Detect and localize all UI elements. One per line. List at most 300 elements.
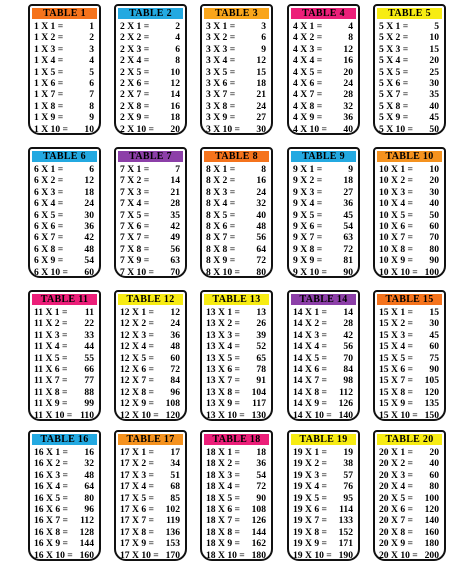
row-result: 48	[170, 341, 180, 353]
row-result: 126	[338, 398, 353, 410]
row-result: 133	[338, 515, 353, 527]
table-row	[375, 187, 444, 198]
row-expression: 1 X 6 =	[34, 77, 64, 89]
table-title: TABLE 14	[291, 294, 356, 305]
row-expression: 9 X 5 =	[293, 209, 323, 221]
row-result: 9	[261, 43, 266, 55]
table-row	[116, 21, 185, 32]
table-row	[289, 387, 358, 398]
row-result: 120	[165, 409, 180, 421]
row-expression: 19 X 4 =	[293, 481, 327, 493]
row-expression: 6 X 1 =	[34, 164, 64, 175]
table-row	[289, 124, 358, 135]
row-result: 63	[170, 255, 180, 267]
table-row	[116, 307, 185, 318]
table-row	[202, 164, 271, 175]
row-expression: 11 X 1 =	[34, 307, 68, 318]
table-card	[373, 430, 446, 561]
row-expression: 11 X 4 =	[34, 341, 68, 353]
row-result: 12	[170, 77, 180, 89]
table-title: TABLE 12	[118, 294, 183, 305]
table-row	[30, 447, 99, 458]
table-rows	[202, 19, 271, 135]
row-result: 4	[348, 21, 353, 32]
row-result: 96	[170, 386, 180, 398]
row-expression: 20 X 9 =	[379, 538, 413, 550]
row-expression: 4 X 3 =	[293, 43, 323, 55]
row-result: 70	[343, 352, 353, 364]
row-expression: 9 X 2 =	[293, 175, 323, 187]
row-expression: 14 X 2 =	[293, 318, 327, 330]
row-result: 153	[165, 538, 180, 550]
row-expression: 1 X 10 =	[34, 123, 68, 135]
table-row	[30, 210, 99, 221]
row-expression: 9 X 10 =	[293, 266, 327, 278]
table-row	[116, 112, 185, 123]
row-expression: 2 X 1 =	[120, 21, 150, 32]
row-result: 80	[84, 492, 94, 504]
table-row	[30, 364, 99, 375]
row-result: 18	[256, 447, 266, 458]
row-expression: 19 X 9 =	[293, 538, 327, 550]
table-row	[289, 55, 358, 66]
table-row	[30, 164, 99, 175]
table-row	[116, 318, 185, 329]
table-card	[114, 430, 187, 561]
table-row	[116, 175, 185, 186]
table-row	[202, 198, 271, 209]
table-row	[375, 458, 444, 469]
row-result: 126	[251, 515, 266, 527]
table-row	[30, 387, 99, 398]
table-rows	[116, 162, 185, 278]
table-row	[30, 101, 99, 112]
table-row	[30, 330, 99, 341]
row-expression: 2 X 9 =	[120, 112, 150, 124]
row-result: 16	[84, 447, 94, 458]
row-result: 90	[343, 266, 353, 278]
row-expression: 20 X 3 =	[379, 469, 413, 481]
row-result: 20	[429, 447, 439, 458]
row-expression: 3 X 8 =	[206, 100, 236, 112]
row-result: 2	[89, 32, 94, 44]
row-result: 25	[429, 66, 439, 78]
table-row	[375, 550, 444, 561]
row-result: 64	[256, 243, 266, 255]
row-expression: 8 X 7 =	[206, 232, 236, 244]
table-row	[289, 101, 358, 112]
row-result: 190	[338, 549, 353, 561]
row-expression: 19 X 10 =	[293, 549, 332, 561]
table-row	[116, 198, 185, 209]
row-expression: 12 X 1 =	[120, 307, 154, 318]
table-row	[116, 32, 185, 43]
row-result: 30	[429, 186, 439, 198]
row-expression: 10 X 6 =	[379, 220, 413, 232]
row-expression: 16 X 4 =	[34, 481, 68, 493]
table-row	[375, 330, 444, 341]
table-row	[30, 538, 99, 549]
row-result: 30	[256, 123, 266, 135]
table-row	[375, 538, 444, 549]
table-row	[116, 515, 185, 526]
row-result: 24	[84, 198, 94, 210]
table-row	[30, 221, 99, 232]
row-result: 18	[170, 112, 180, 124]
table-rows	[202, 445, 271, 561]
row-result: 54	[256, 469, 266, 481]
row-expression: 16 X 1 =	[34, 447, 68, 458]
table-row	[116, 458, 185, 469]
table-row	[30, 410, 99, 421]
table-row	[116, 527, 185, 538]
table-title: TABLE 19	[291, 434, 356, 445]
row-expression: 8 X 10 =	[206, 266, 240, 278]
row-expression: 14 X 3 =	[293, 329, 327, 341]
row-expression: 14 X 4 =	[293, 341, 327, 353]
row-result: 136	[165, 526, 180, 538]
row-result: 135	[424, 398, 439, 410]
row-result: 55	[84, 352, 94, 364]
table-row	[289, 318, 358, 329]
row-result: 24	[343, 77, 353, 89]
row-result: 32	[84, 458, 94, 470]
row-result: 80	[429, 243, 439, 255]
table-row	[289, 244, 358, 255]
row-expression: 5 X 8 =	[379, 100, 409, 112]
table-row	[30, 55, 99, 66]
row-expression: 1 X 9 =	[34, 112, 64, 124]
row-result: 60	[84, 266, 94, 278]
table-row	[289, 447, 358, 458]
row-expression: 15 X 10 =	[379, 409, 418, 421]
table-row	[116, 221, 185, 232]
table-row	[375, 387, 444, 398]
row-expression: 5 X 9 =	[379, 112, 409, 124]
table-row	[116, 78, 185, 89]
row-expression: 9 X 4 =	[293, 198, 323, 210]
row-result: 2	[175, 21, 180, 32]
table-row	[375, 244, 444, 255]
row-expression: 8 X 3 =	[206, 186, 236, 198]
row-result: 36	[84, 220, 94, 232]
row-expression: 4 X 4 =	[293, 55, 323, 67]
table-row	[375, 198, 444, 209]
table-row	[202, 232, 271, 243]
table-row	[289, 341, 358, 352]
row-expression: 13 X 5 =	[206, 352, 240, 364]
row-result: 15	[429, 307, 439, 318]
table-row	[375, 55, 444, 66]
row-result: 76	[343, 481, 353, 493]
table-row	[289, 67, 358, 78]
row-expression: 5 X 2 =	[379, 32, 409, 44]
row-expression: 15 X 7 =	[379, 375, 413, 387]
row-expression: 17 X 6 =	[120, 503, 154, 515]
row-result: 27	[256, 112, 266, 124]
row-result: 38	[343, 458, 353, 470]
row-result: 60	[429, 341, 439, 353]
table-card	[200, 430, 273, 561]
row-result: 35	[170, 209, 180, 221]
table-rows	[289, 445, 358, 561]
row-result: 90	[256, 492, 266, 504]
row-expression: 9 X 7 =	[293, 232, 323, 244]
row-expression: 16 X 10 =	[34, 549, 73, 561]
row-result: 84	[343, 363, 353, 375]
row-result: 15	[256, 66, 266, 78]
row-result: 10	[84, 123, 94, 135]
row-expression: 14 X 5 =	[293, 352, 327, 364]
table-row	[375, 164, 444, 175]
row-result: 30	[429, 77, 439, 89]
row-expression: 12 X 7 =	[120, 375, 154, 387]
row-expression: 3 X 7 =	[206, 89, 236, 101]
table-row	[202, 330, 271, 341]
row-result: 40	[429, 100, 439, 112]
row-expression: 5 X 10 =	[379, 123, 413, 135]
row-expression: 6 X 3 =	[34, 186, 64, 198]
table-row	[375, 67, 444, 78]
row-result: 95	[343, 492, 353, 504]
row-expression: 7 X 8 =	[120, 243, 150, 255]
table-row	[30, 124, 99, 135]
row-expression: 10 X 4 =	[379, 198, 413, 210]
row-result: 20	[429, 175, 439, 187]
row-expression: 18 X 1 =	[206, 447, 240, 458]
row-expression: 15 X 9 =	[379, 398, 413, 410]
row-result: 88	[84, 386, 94, 398]
row-result: 3	[261, 21, 266, 32]
row-expression: 20 X 2 =	[379, 458, 413, 470]
row-result: 45	[429, 112, 439, 124]
table-row	[116, 255, 185, 266]
table-rows	[375, 305, 444, 421]
row-expression: 7 X 3 =	[120, 186, 150, 198]
table-row	[289, 44, 358, 55]
table-rows	[30, 305, 99, 421]
table-row	[289, 398, 358, 409]
row-expression: 18 X 5 =	[206, 492, 240, 504]
row-expression: 11 X 3 =	[34, 329, 68, 341]
row-expression: 3 X 10 =	[206, 123, 240, 135]
table-row	[116, 410, 185, 421]
table-row	[202, 410, 271, 421]
row-result: 10	[429, 32, 439, 44]
row-expression: 18 X 2 =	[206, 458, 240, 470]
table-row	[116, 101, 185, 112]
table-row	[289, 330, 358, 341]
table-row	[116, 164, 185, 175]
table-row	[30, 89, 99, 100]
table-row	[289, 353, 358, 364]
row-result: 66	[84, 363, 94, 375]
row-expression: 17 X 5 =	[120, 492, 154, 504]
row-expression: 6 X 8 =	[34, 243, 64, 255]
table-row	[375, 410, 444, 421]
table-rows	[375, 445, 444, 561]
row-expression: 1 X 7 =	[34, 89, 64, 101]
row-result: 13	[256, 307, 266, 318]
table-title: TABLE 8	[204, 151, 269, 162]
row-expression: 3 X 2 =	[206, 32, 236, 44]
row-result: 36	[256, 458, 266, 470]
row-result: 24	[256, 100, 266, 112]
row-expression: 5 X 5 =	[379, 66, 409, 78]
table-row	[30, 527, 99, 538]
table-row	[202, 341, 271, 352]
table-card	[28, 147, 101, 278]
table-title: TABLE 2	[118, 8, 183, 19]
table-row	[289, 504, 358, 515]
row-result: 112	[339, 386, 353, 398]
row-expression: 15 X 5 =	[379, 352, 413, 364]
table-row	[289, 550, 358, 561]
table-title: TABLE 13	[204, 294, 269, 305]
row-result: 40	[429, 198, 439, 210]
table-row	[30, 32, 99, 43]
table-row	[116, 387, 185, 398]
table-row	[202, 267, 271, 278]
row-expression: 18 X 6 =	[206, 503, 240, 515]
row-result: 110	[80, 409, 94, 421]
row-expression: 19 X 5 =	[293, 492, 327, 504]
table-row	[289, 164, 358, 175]
table-card	[200, 290, 273, 421]
row-result: 152	[338, 526, 353, 538]
table-title: TABLE 10	[377, 151, 442, 162]
row-result: 17	[170, 447, 180, 458]
table-row	[375, 112, 444, 123]
row-result: 6	[89, 77, 94, 89]
row-expression: 5 X 4 =	[379, 55, 409, 67]
row-expression: 9 X 6 =	[293, 220, 323, 232]
table-row	[289, 267, 358, 278]
row-result: 45	[343, 209, 353, 221]
row-expression: 4 X 10 =	[293, 123, 327, 135]
table-row	[116, 330, 185, 341]
table-row	[116, 538, 185, 549]
row-result: 64	[84, 481, 94, 493]
table-row	[202, 447, 271, 458]
row-expression: 12 X 4 =	[120, 341, 154, 353]
row-result: 68	[170, 481, 180, 493]
row-result: 9	[89, 112, 94, 124]
table-row	[375, 341, 444, 352]
row-result: 42	[84, 232, 94, 244]
table-row	[202, 78, 271, 89]
row-expression: 12 X 5 =	[120, 352, 154, 364]
row-result: 80	[256, 266, 266, 278]
table-row	[202, 527, 271, 538]
table-card	[287, 430, 360, 561]
row-expression: 18 X 9 =	[206, 538, 240, 550]
row-result: 120	[424, 386, 439, 398]
row-result: 12	[84, 175, 94, 187]
row-result: 99	[84, 398, 94, 410]
table-row	[116, 232, 185, 243]
table-row	[289, 89, 358, 100]
row-result: 60	[429, 469, 439, 481]
row-expression: 17 X 9 =	[120, 538, 154, 550]
table-row	[375, 353, 444, 364]
row-result: 16	[170, 100, 180, 112]
row-expression: 6 X 10 =	[34, 266, 68, 278]
table-row	[116, 447, 185, 458]
table-title: TABLE 9	[291, 151, 356, 162]
table-rows	[375, 19, 444, 135]
row-expression: 10 X 7 =	[379, 232, 413, 244]
row-result: 10	[170, 66, 180, 78]
table-card	[114, 4, 187, 135]
table-row	[116, 89, 185, 100]
table-row	[30, 515, 99, 526]
table-row	[375, 318, 444, 329]
row-expression: 7 X 2 =	[120, 175, 150, 187]
table-row	[116, 470, 185, 481]
table-row	[289, 255, 358, 266]
row-expression: 13 X 7 =	[206, 375, 240, 387]
table-row	[116, 55, 185, 66]
row-result: 54	[84, 255, 94, 267]
row-result: 77	[84, 375, 94, 387]
row-expression: 17 X 10 =	[120, 549, 159, 561]
row-expression: 16 X 7 =	[34, 515, 68, 527]
table-row	[375, 32, 444, 43]
row-result: 170	[165, 549, 180, 561]
table-row	[202, 307, 271, 318]
table-card	[287, 290, 360, 421]
table-row	[202, 458, 271, 469]
row-result: 65	[256, 352, 266, 364]
table-row	[202, 44, 271, 55]
row-expression: 13 X 9 =	[206, 398, 240, 410]
row-result: 78	[256, 363, 266, 375]
row-expression: 6 X 9 =	[34, 255, 64, 267]
table-card	[287, 4, 360, 135]
row-expression: 15 X 2 =	[379, 318, 413, 330]
row-expression: 1 X 1 =	[34, 21, 64, 32]
row-result: 9	[348, 164, 353, 175]
row-expression: 5 X 1 =	[379, 21, 409, 32]
row-result: 60	[170, 352, 180, 364]
row-result: 180	[424, 538, 439, 550]
row-expression: 10 X 9 =	[379, 255, 413, 267]
row-result: 70	[170, 266, 180, 278]
row-expression: 18 X 7 =	[206, 515, 240, 527]
table-row	[30, 470, 99, 481]
row-result: 40	[343, 123, 353, 135]
table-row	[116, 267, 185, 278]
row-expression: 6 X 7 =	[34, 232, 64, 244]
row-result: 140	[338, 409, 353, 421]
table-row	[289, 364, 358, 375]
row-result: 84	[170, 375, 180, 387]
table-row	[30, 504, 99, 515]
row-result: 32	[343, 100, 353, 112]
row-result: 3	[89, 43, 94, 55]
row-result: 6	[89, 164, 94, 175]
table-row	[30, 267, 99, 278]
row-expression: 1 X 8 =	[34, 100, 64, 112]
table-row	[202, 353, 271, 364]
row-result: 96	[84, 503, 94, 515]
row-result: 12	[256, 55, 266, 67]
row-expression: 13 X 6 =	[206, 363, 240, 375]
row-result: 162	[251, 538, 266, 550]
row-expression: 14 X 7 =	[293, 375, 327, 387]
row-expression: 2 X 7 =	[120, 89, 150, 101]
